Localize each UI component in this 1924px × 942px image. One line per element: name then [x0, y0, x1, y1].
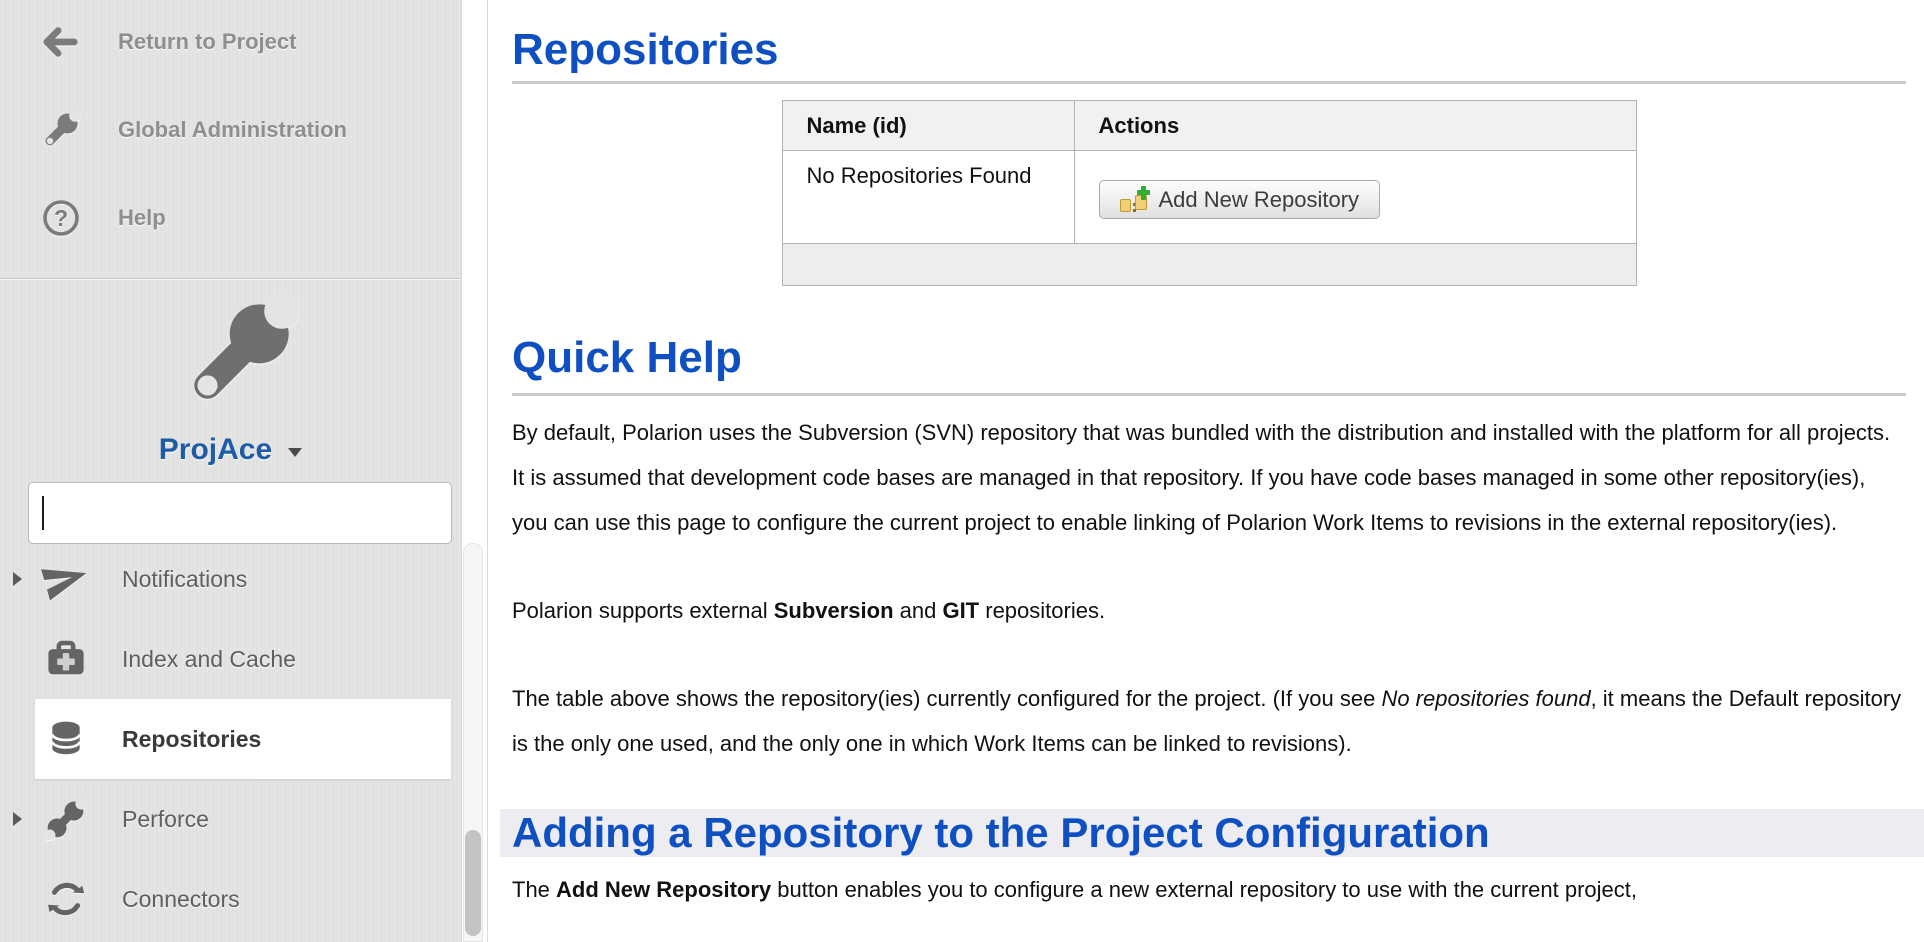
sidebar-item-index-and-cache[interactable] — [0, 619, 461, 699]
quick-help-title: Quick Help — [512, 333, 742, 382]
quick-help-rule — [512, 393, 1906, 396]
back-arrow-icon — [38, 19, 84, 65]
help-icon — [38, 195, 84, 241]
refresh-icon — [38, 871, 94, 927]
adding-repository-paragraph: The Add New Repository button enables you to configure a new external repository to use with the current project, — [512, 877, 1638, 902]
title-rule — [512, 81, 1906, 84]
table-row — [782, 151, 1636, 244]
quick-help-paragraph-1: By default, Polarion uses the Subversion (SVN) repository that was bundled with the distribution and installed with the platform for all projects. It is assumed that development code bases are managed in that repository. If you have code bases managed in some other repository(ies), you can use this page to configure the current project to enable linking of Polarion Work Items to revisions in the external repository(ies). — [512, 420, 1891, 535]
page-title: Repositories — [512, 25, 779, 74]
paper-plane-icon — [38, 551, 94, 607]
expand-arrow-icon[interactable] — [13, 572, 22, 586]
first-aid-kit-icon — [38, 631, 94, 687]
help-label: Help — [118, 205, 166, 230]
column-header-actions: Actions — [1074, 101, 1636, 151]
column-header-name: Name (id) — [782, 101, 1074, 151]
sidebar-search — [28, 482, 452, 544]
admin-topic-list — [0, 539, 461, 939]
return-to-project-label: Return to Project — [118, 29, 297, 54]
global-administration-label: Global Administration — [118, 117, 347, 142]
add-new-repository-button[interactable] — [1099, 180, 1381, 219]
wrench-icon — [38, 107, 84, 153]
actions-cell — [1074, 151, 1636, 244]
sidebar-divider — [0, 278, 461, 280]
quick-help-paragraph-3: The table above shows the repository(ies) currently configured for the project. (If you see No repositories found, it means the Default repository is the only one used, and the only one in which Work Items can be linked to revisions). — [512, 686, 1902, 756]
sidebar-item-label: Notifications — [122, 565, 248, 592]
project-name: ProjAce — [158, 433, 273, 466]
project-selector[interactable] — [0, 432, 461, 468]
repositories-table — [782, 100, 1637, 286]
sidebar-item-notifications[interactable] — [0, 539, 461, 619]
wrench-icon — [38, 791, 94, 847]
sidebar-scrollbar-thumb[interactable] — [465, 830, 481, 936]
global-administration-link[interactable] — [0, 102, 461, 158]
text-cursor — [42, 496, 44, 530]
help-link[interactable] — [0, 190, 461, 246]
sidebar-item-label: Perforce — [122, 805, 209, 832]
sidebar-item-label: Index and Cache — [122, 645, 296, 672]
chevron-down-icon — [288, 448, 302, 457]
table-header-row — [782, 101, 1636, 151]
database-icon — [38, 711, 94, 767]
sidebar-item-label: Connectors — [122, 885, 240, 912]
sidebar-item-perforce[interactable] — [0, 779, 461, 859]
return-to-project-link[interactable] — [0, 14, 461, 70]
no-repositories-cell: No Repositories Found — [782, 151, 1074, 244]
add-repository-icon — [1120, 186, 1150, 213]
sidebar-item-label: Repositories — [122, 725, 262, 752]
svg-text:?: ? — [53, 205, 69, 231]
quick-help-paragraph-2: Polarion supports external Subversion and GIT repositories. — [512, 598, 1106, 623]
table-footer-row — [782, 244, 1636, 286]
table-footer-cell — [782, 244, 1636, 286]
main-content — [487, 0, 1924, 942]
sidebar-item-connectors[interactable] — [0, 859, 461, 939]
sidebar-item-repositories[interactable] — [35, 699, 451, 779]
project-admin-wrench-icon — [0, 294, 461, 410]
add-new-repository-label: Add New Repository — [1158, 186, 1360, 212]
adding-repository-section-title: Adding a Repository to the Project Configuration — [500, 809, 1924, 857]
admin-sidebar — [0, 0, 462, 942]
search-input[interactable] — [28, 482, 452, 544]
expand-arrow-icon[interactable] — [13, 812, 22, 826]
sidebar-top-links — [0, 0, 461, 246]
